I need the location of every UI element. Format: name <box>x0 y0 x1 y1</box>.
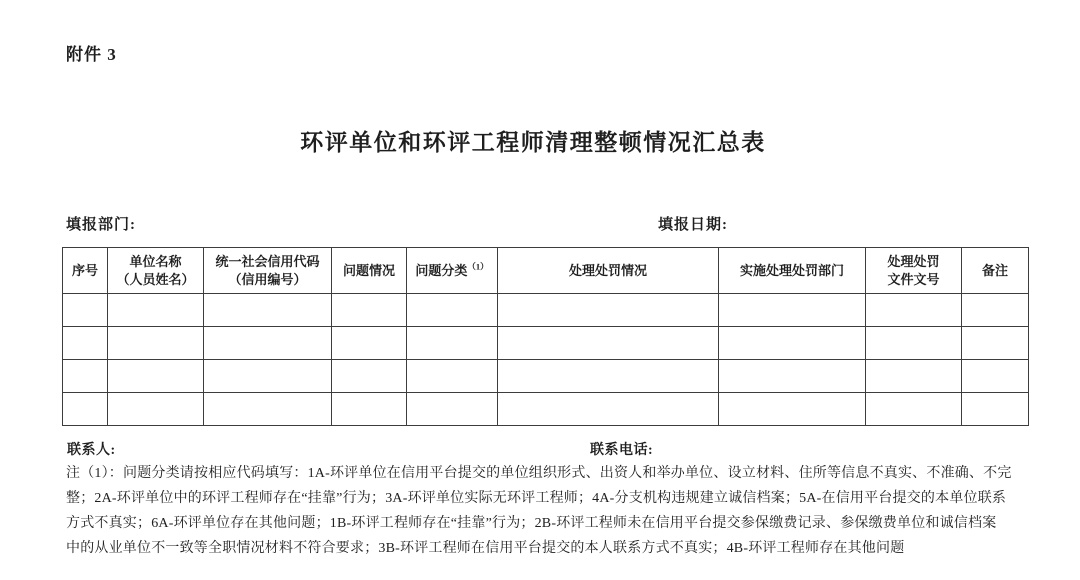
table-row <box>63 393 1029 426</box>
header-punishment-situation: 处理处罚情况 <box>498 248 719 294</box>
header-remarks: 备注 <box>962 248 1029 294</box>
table-row <box>63 360 1029 393</box>
table-header-row <box>63 248 1029 294</box>
table-cell <box>962 327 1029 360</box>
table-cell <box>108 294 204 327</box>
contact-phone-label: 联系电话: <box>590 443 654 458</box>
table-cell <box>719 327 866 360</box>
header-problem-category: 问题分类$^{(1)}$ <box>407 248 498 294</box>
report-date-label: 填报日期: <box>658 217 728 233</box>
table-cell <box>719 294 866 327</box>
table-cell <box>962 360 1029 393</box>
table-cell <box>498 327 719 360</box>
table-cell <box>407 294 498 327</box>
header-punishment-document-number: 处理处罚 文件文号 <box>866 248 962 294</box>
table-cell <box>108 327 204 360</box>
summary-table <box>62 247 1029 426</box>
table-cell <box>719 393 866 426</box>
table-cell <box>866 393 962 426</box>
table-cell <box>63 294 108 327</box>
table-cell <box>108 360 204 393</box>
table-cell <box>204 393 332 426</box>
table-cell <box>407 327 498 360</box>
table-cell <box>962 393 1029 426</box>
report-department-label: 填报部门: <box>66 217 136 233</box>
table-cell <box>332 327 407 360</box>
table-cell <box>498 294 719 327</box>
footnote-line-4: 中的从业单位不一致等全职情况材料不符合要求；3B-环评工程师在信用平台提交的本人联系方式不真实；4B-环评工程师存在其他问题 <box>66 541 905 556</box>
contact-person-label: 联系人: <box>67 443 116 458</box>
table-cell <box>63 327 108 360</box>
table-cell <box>407 360 498 393</box>
table-cell <box>719 360 866 393</box>
page-title: 环评单位和环评工程师清理整顿情况汇总表 <box>300 130 766 155</box>
table-cell <box>498 360 719 393</box>
table-cell <box>866 360 962 393</box>
header-credit-code: 统一社会信用代码 （信用编号） <box>204 248 332 294</box>
table-cell <box>498 393 719 426</box>
header-punishment-department: 实施处理处罚部门 <box>719 248 866 294</box>
table-row <box>63 327 1029 360</box>
table-cell <box>204 327 332 360</box>
footnote-line-1: 注（1）：问题分类请按相应代码填写：1A-环评单位在信用平台提交的单位组织形式、出资人和举办单位、设立材料、住所等信息不真实、不准确、不完 <box>66 466 1012 481</box>
table-cell <box>63 360 108 393</box>
header-unit-name: 单位名称 （人员姓名） <box>108 248 204 294</box>
table-cell <box>332 294 407 327</box>
header-serial-number: 序号 <box>63 248 108 294</box>
table-cell <box>204 360 332 393</box>
footnote <box>66 461 1046 561</box>
table-row <box>63 294 1029 327</box>
table-cell <box>866 294 962 327</box>
table-cell <box>108 393 204 426</box>
footnote-line-2: 整；2A-环评单位中的环评工程师存在“挂靠”行为；3A-环评单位实际无环评工程师；4A-分支机构违规建立诚信档案；5A-在信用平台提交的本单位联系 <box>66 491 1007 506</box>
header-problem-situation: 问题情况 <box>332 248 407 294</box>
attachment-label: 附件 3 <box>66 45 117 64</box>
footnote-line-3: 方式不真实；6A-环评单位存在其他问题；1B-环评工程师存在“挂靠”行为；2B-环评工程师未在信用平台提交参保缴费记录、参保缴费单位和诚信档案 <box>66 516 997 531</box>
table-cell <box>407 393 498 426</box>
table-cell <box>204 294 332 327</box>
table-cell <box>332 360 407 393</box>
table-cell <box>866 327 962 360</box>
table-cell <box>332 393 407 426</box>
table-cell <box>63 393 108 426</box>
table-cell <box>962 294 1029 327</box>
footnote-marker: （1） <box>467 261 489 272</box>
